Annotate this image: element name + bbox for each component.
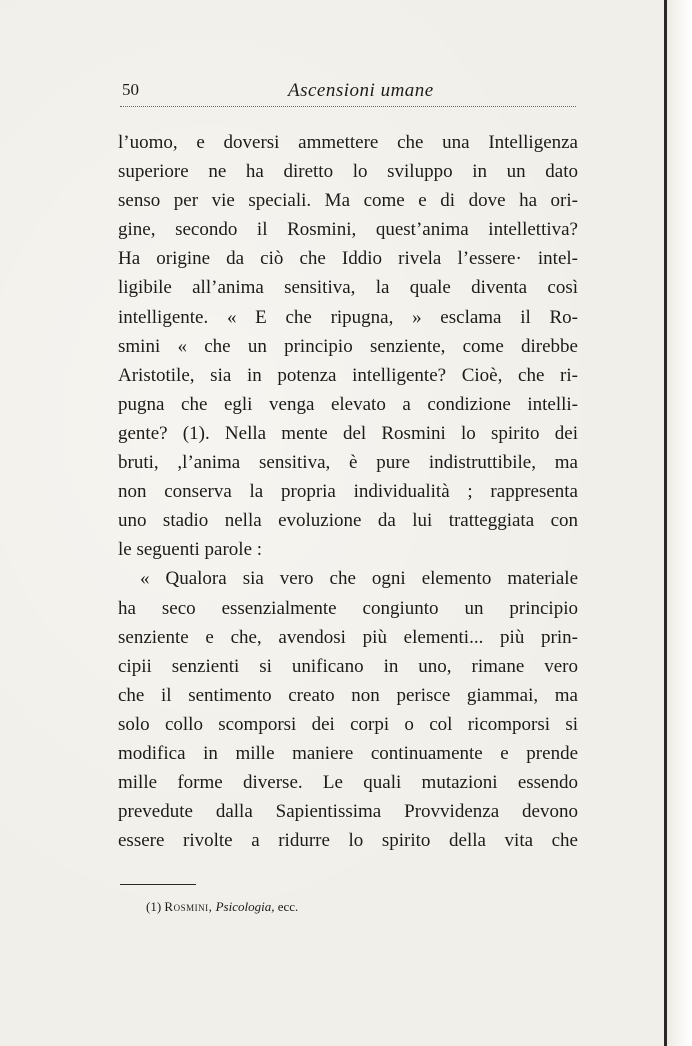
text-line: Aristotile, sia in potenza intelligente? Cioè, che ri- [118,364,578,386]
running-title: Ascensioni umane [288,80,434,101]
page-edge-shadow [664,0,692,1046]
text-line: gente? (1). Nella mente del Rosmini lo spirito dei [118,422,578,444]
body-text [118,128,578,855]
text-line: solo collo scomporsi dei corpi o col ricomporsi si [118,713,578,735]
text-line: ha seco essenzialmente congiunto un principio [118,597,578,619]
header-rule [120,106,576,107]
footnote-rest: ecc. [277,899,299,914]
footnote-author: Rosmini, [164,899,213,914]
text-line: l’uomo, e doversi ammettere che una Intelligenza [118,132,578,153]
text-line: Ha origine da ciò che Iddio rivela l’essere· intel- [118,248,578,270]
page-header [118,80,578,102]
footnote-work: Psicologia, [215,899,275,914]
text-line: intelligente. « E che ripugna, » esclama il Ro- [118,306,578,328]
text-line: prevedute dalla Sapientissima Provvidenza devono [118,801,578,823]
footnote-marker: (1) [146,899,162,914]
text-line: uno stadio nella evoluzione da lui tratteggiata con [118,510,578,532]
footnote-rule [120,884,196,885]
text-line: essere rivolte a ridurre lo spirito della vita che [118,830,578,852]
text-line: non conserva la propria individualità ; rappresenta [118,481,578,503]
text-line: gine, secondo il Rosmini, quest’anima intellettiva? [118,219,578,241]
text-line: ligibile all’anima sensitiva, la quale diventa così [118,277,578,299]
text-line: che il sentimento creato non perisce giammai, ma [118,684,578,706]
text-line: senziente e che, avendosi più elementi... più prin- [118,626,578,648]
text-line: le seguenti parole : [118,539,263,561]
text-line: bruti, ,l’anima sensitiva, è pure indistruttibile, ma [118,452,578,474]
page-number: 50 [122,80,139,99]
text-line: « Qualora sia vero che ogni elemento materiale [140,568,578,590]
text-line: senso per vie speciali. Ma come e di dove ha ori- [118,190,578,212]
footnote [146,899,298,915]
text-line: cipii senzienti si unificano in uno, rimane vero [118,655,578,677]
text-line: mille forme diverse. Le quali mutazioni essendo [118,772,578,794]
text-line: modifica in mille maniere continuamente e prende [118,742,578,764]
binding-edge-line [664,0,667,1046]
text-line: smini « che un principio senziente, come direbbe [118,335,578,357]
text-line: pugna che egli venga elevato a condizione intelli- [118,393,578,415]
text-line: superiore ne ha diretto lo sviluppo in un dato [118,161,578,183]
